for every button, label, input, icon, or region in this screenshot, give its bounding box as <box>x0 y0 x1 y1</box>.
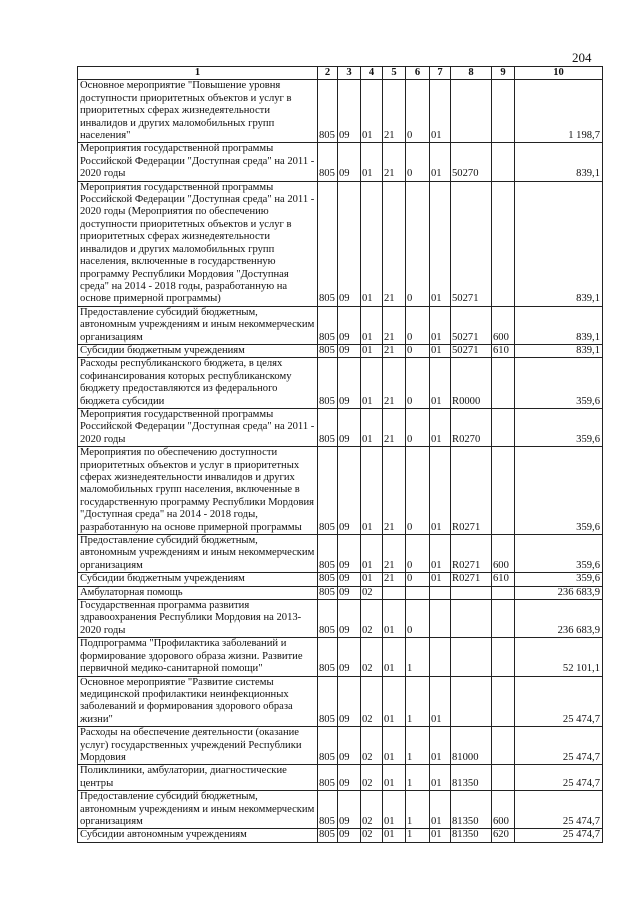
direction-code <box>451 676 492 727</box>
section-code: 09 <box>338 306 361 344</box>
program-code: 21 <box>383 306 406 344</box>
amount-value: 1 198,7 <box>515 80 603 143</box>
grbs-code: 805 <box>318 586 338 599</box>
section-code: 09 <box>338 573 361 586</box>
event-code: 01 <box>430 181 451 306</box>
program-code: 21 <box>383 181 406 306</box>
table-row <box>78 143 603 181</box>
grbs-code: 805 <box>318 181 338 306</box>
direction-code <box>451 586 492 599</box>
table-row <box>78 181 603 306</box>
amount-value: 236 683,9 <box>515 586 603 599</box>
subprogram-code: 0 <box>406 181 430 306</box>
grbs-code: 805 <box>318 600 338 638</box>
section-code: 09 <box>338 791 361 829</box>
column-header: 6 <box>406 67 430 80</box>
event-code: 01 <box>430 535 451 573</box>
table-row <box>78 358 603 409</box>
column-header: 5 <box>383 67 406 80</box>
subsection-code: 02 <box>361 638 383 676</box>
column-header: 7 <box>430 67 451 80</box>
section-code: 09 <box>338 727 361 765</box>
subsection-code: 01 <box>361 535 383 573</box>
event-code: 01 <box>430 676 451 727</box>
section-code: 09 <box>338 344 361 357</box>
expense-type-code <box>492 727 515 765</box>
section-code: 09 <box>338 586 361 599</box>
expense-type-code <box>492 638 515 676</box>
event-code: 01 <box>430 408 451 446</box>
event-code: 01 <box>430 791 451 829</box>
direction-code: R0000 <box>451 358 492 409</box>
event-code: 01 <box>430 829 451 842</box>
table-header-row <box>78 67 603 80</box>
column-header: 10 <box>515 67 603 80</box>
direction-code: 50271 <box>451 344 492 357</box>
program-code: 21 <box>383 358 406 409</box>
subprogram-code: 0 <box>406 358 430 409</box>
direction-code: R0271 <box>451 535 492 573</box>
page-number: 204 <box>572 50 592 65</box>
event-code: 01 <box>430 143 451 181</box>
expense-type-code: 600 <box>492 306 515 344</box>
program-code: 21 <box>383 447 406 535</box>
item-name: Субсидии бюджетным учреждениям <box>78 573 318 586</box>
event-code: 01 <box>430 765 451 791</box>
section-code: 09 <box>338 535 361 573</box>
subsection-code: 02 <box>361 600 383 638</box>
event-code: 01 <box>430 306 451 344</box>
direction-code: R0271 <box>451 447 492 535</box>
item-name: Мероприятия государственной программы Российской Федерации "Доступная среда" на 2011 - 2020 годы <box>78 143 318 181</box>
item-name: Мероприятия государственной программы Российской Федерации "Доступная среда" на 2011 - 2020 годы <box>78 408 318 446</box>
item-name: Государственная программа развития здравоохранения Республики Мордовия на 2013-2020 годы <box>78 600 318 638</box>
expense-type-code <box>492 181 515 306</box>
section-code: 09 <box>338 408 361 446</box>
grbs-code: 805 <box>318 447 338 535</box>
event-code <box>430 638 451 676</box>
expense-type-code <box>492 80 515 143</box>
expense-type-code <box>492 408 515 446</box>
amount-value: 839,1 <box>515 181 603 306</box>
program-code: 01 <box>383 600 406 638</box>
column-header: 1 <box>78 67 318 80</box>
event-code: 01 <box>430 344 451 357</box>
expense-type-code: 600 <box>492 791 515 829</box>
amount-value: 359,6 <box>515 358 603 409</box>
item-name: Основное мероприятие "Развитие системы медицинской профилактики неинфекционных заболеваний и формирования здорового образа жизни" <box>78 676 318 727</box>
budget-table <box>77 66 603 843</box>
expense-type-code: 610 <box>492 573 515 586</box>
grbs-code: 805 <box>318 306 338 344</box>
direction-code: 81350 <box>451 765 492 791</box>
amount-value: 839,1 <box>515 143 603 181</box>
expense-type-code <box>492 358 515 409</box>
direction-code: 50270 <box>451 143 492 181</box>
item-name: Субсидии бюджетным учреждениям <box>78 344 318 357</box>
program-code: 21 <box>383 408 406 446</box>
program-code: 01 <box>383 727 406 765</box>
subsection-code: 02 <box>361 676 383 727</box>
table-row <box>78 408 603 446</box>
subsection-code: 01 <box>361 80 383 143</box>
table-row <box>78 306 603 344</box>
amount-value: 359,6 <box>515 535 603 573</box>
subprogram-code: 1 <box>406 727 430 765</box>
amount-value: 52 101,1 <box>515 638 603 676</box>
grbs-code: 805 <box>318 573 338 586</box>
table-row <box>78 344 603 357</box>
amount-value: 25 474,7 <box>515 765 603 791</box>
subsection-code: 01 <box>361 306 383 344</box>
column-header: 9 <box>492 67 515 80</box>
amount-value: 25 474,7 <box>515 727 603 765</box>
direction-code: 50271 <box>451 306 492 344</box>
program-code: 21 <box>383 143 406 181</box>
subprogram-code: 0 <box>406 306 430 344</box>
event-code: 01 <box>430 80 451 143</box>
direction-code: 81350 <box>451 829 492 842</box>
grbs-code: 805 <box>318 80 338 143</box>
direction-code: R0271 <box>451 573 492 586</box>
expense-type-code <box>492 447 515 535</box>
section-code: 09 <box>338 358 361 409</box>
column-header: 4 <box>361 67 383 80</box>
grbs-code: 805 <box>318 829 338 842</box>
grbs-code: 805 <box>318 408 338 446</box>
direction-code: 50271 <box>451 181 492 306</box>
program-code: 21 <box>383 344 406 357</box>
expense-type-code: 620 <box>492 829 515 842</box>
amount-value: 25 474,7 <box>515 829 603 842</box>
subsection-code: 02 <box>361 586 383 599</box>
direction-code: 81000 <box>451 727 492 765</box>
program-code: 01 <box>383 829 406 842</box>
subsection-code: 02 <box>361 791 383 829</box>
subsection-code: 01 <box>361 143 383 181</box>
event-code <box>430 586 451 599</box>
column-header: 8 <box>451 67 492 80</box>
amount-value: 359,6 <box>515 447 603 535</box>
table-row <box>78 727 603 765</box>
subsection-code: 02 <box>361 829 383 842</box>
subprogram-code: 0 <box>406 447 430 535</box>
direction-code <box>451 80 492 143</box>
table-row <box>78 535 603 573</box>
item-name: Амбулаторная помощь <box>78 586 318 599</box>
subprogram-code: 1 <box>406 765 430 791</box>
subsection-code: 01 <box>361 408 383 446</box>
expense-type-code <box>492 586 515 599</box>
event-code <box>430 600 451 638</box>
grbs-code: 805 <box>318 344 338 357</box>
subprogram-code: 0 <box>406 408 430 446</box>
amount-value: 25 474,7 <box>515 676 603 727</box>
grbs-code: 805 <box>318 638 338 676</box>
item-name: Основное мероприятие "Повышение уровня доступности приоритетных объектов и услуг в приоритетных сферах жизнедеятельности инвалидов и других маломобильных групп населения" <box>78 80 318 143</box>
section-code: 09 <box>338 676 361 727</box>
direction-code: 81350 <box>451 791 492 829</box>
item-name: Поликлиники, амбулатории, диагностические центры <box>78 765 318 791</box>
grbs-code: 805 <box>318 765 338 791</box>
grbs-code: 805 <box>318 358 338 409</box>
subprogram-code: 0 <box>406 573 430 586</box>
subprogram-code: 0 <box>406 143 430 181</box>
amount-value: 25 474,7 <box>515 791 603 829</box>
item-name: Предоставление субсидий бюджетным, автономным учреждениям и иным некоммерческим организациям <box>78 535 318 573</box>
table-row <box>78 573 603 586</box>
event-code: 01 <box>430 447 451 535</box>
subprogram-code: 0 <box>406 600 430 638</box>
event-code: 01 <box>430 573 451 586</box>
item-name: Подпрограмма "Профилактика заболеваний и формирование здорового образа жизни. Развитие первичной медико-санитарной помощи" <box>78 638 318 676</box>
expense-type-code: 600 <box>492 535 515 573</box>
section-code: 09 <box>338 600 361 638</box>
grbs-code: 805 <box>318 143 338 181</box>
expense-type-code <box>492 765 515 791</box>
grbs-code: 805 <box>318 791 338 829</box>
subprogram-code: 0 <box>406 80 430 143</box>
expense-type-code <box>492 600 515 638</box>
direction-code <box>451 638 492 676</box>
section-code: 09 <box>338 80 361 143</box>
table-row <box>78 80 603 143</box>
table-row <box>78 586 603 599</box>
subprogram-code: 0 <box>406 344 430 357</box>
program-code: 21 <box>383 573 406 586</box>
expense-type-code <box>492 676 515 727</box>
program-code: 01 <box>383 676 406 727</box>
amount-value: 839,1 <box>515 344 603 357</box>
subprogram-code: 1 <box>406 638 430 676</box>
section-code: 09 <box>338 181 361 306</box>
subsection-code: 01 <box>361 447 383 535</box>
subsection-code: 02 <box>361 765 383 791</box>
program-code <box>383 586 406 599</box>
subprogram-code: 1 <box>406 676 430 727</box>
table-row <box>78 676 603 727</box>
program-code: 01 <box>383 638 406 676</box>
subsection-code: 01 <box>361 344 383 357</box>
amount-value: 236 683,9 <box>515 600 603 638</box>
amount-value: 359,6 <box>515 408 603 446</box>
table-row <box>78 600 603 638</box>
amount-value: 839,1 <box>515 306 603 344</box>
table-row <box>78 447 603 535</box>
table-row <box>78 765 603 791</box>
item-name: Мероприятия по обеспечению доступности приоритетных объектов и услуг в приоритетных сферах жизнедеятельности инвалидов и других маломобильных групп населения, включенные в государственную программу Республики Мордовия "Доступная среда" на 2014 - 2018 годы, разработанную на основе примерной программы <box>78 447 318 535</box>
expense-type-code <box>492 143 515 181</box>
column-header: 3 <box>338 67 361 80</box>
program-code: 21 <box>383 535 406 573</box>
grbs-code: 805 <box>318 676 338 727</box>
item-name: Субсидии автономным учреждениям <box>78 829 318 842</box>
event-code: 01 <box>430 727 451 765</box>
subsection-code: 01 <box>361 573 383 586</box>
item-name: Мероприятия государственной программы Российской Федерации "Доступная среда" на 2011 - 2020 годы (Мероприятия по обеспечению доступности приоритетных объектов и услуг в приоритетных сферах жизнедеятельности инвалидов и других маломобильных групп населения, включенные в государственную программу Республики Мордовия "Доступная среда" на 2014 - 2018 годы, разработанную на основе примерной программы) <box>78 181 318 306</box>
direction-code <box>451 600 492 638</box>
subprogram-code: 1 <box>406 829 430 842</box>
subprogram-code: 1 <box>406 791 430 829</box>
subsection-code: 01 <box>361 358 383 409</box>
subprogram-code <box>406 586 430 599</box>
item-name: Предоставление субсидий бюджетным, автономным учреждениям и иным некоммерческим организациям <box>78 791 318 829</box>
grbs-code: 805 <box>318 535 338 573</box>
table-row <box>78 638 603 676</box>
amount-value: 359,6 <box>515 573 603 586</box>
section-code: 09 <box>338 447 361 535</box>
subsection-code: 02 <box>361 727 383 765</box>
table-row <box>78 791 603 829</box>
subsection-code: 01 <box>361 181 383 306</box>
item-name: Предоставление субсидий бюджетным, автономным учреждениям и иным некоммерческим организациям <box>78 306 318 344</box>
table-row <box>78 829 603 842</box>
column-header: 2 <box>318 67 338 80</box>
event-code: 01 <box>430 358 451 409</box>
section-code: 09 <box>338 638 361 676</box>
item-name: Расходы республиканского бюджета, в целях софинансирования которых республиканскому бюджету предоставляются из федерального бюджета субсидии <box>78 358 318 409</box>
program-code: 01 <box>383 765 406 791</box>
subprogram-code: 0 <box>406 535 430 573</box>
grbs-code: 805 <box>318 727 338 765</box>
expense-type-code: 610 <box>492 344 515 357</box>
direction-code: R0270 <box>451 408 492 446</box>
section-code: 09 <box>338 765 361 791</box>
item-name: Расходы на обеспечение деятельности (оказание услуг) государственных учреждений Республики Мордовия <box>78 727 318 765</box>
program-code: 01 <box>383 791 406 829</box>
section-code: 09 <box>338 143 361 181</box>
program-code: 21 <box>383 80 406 143</box>
section-code: 09 <box>338 829 361 842</box>
